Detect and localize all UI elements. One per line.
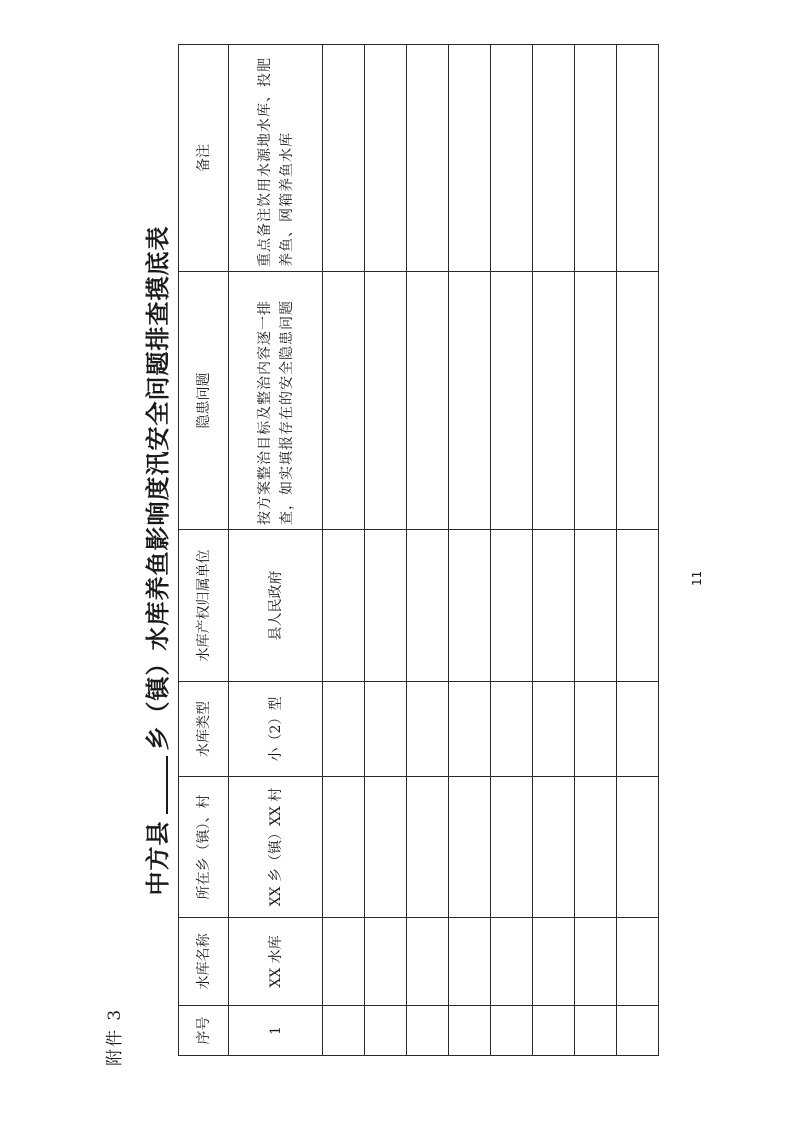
empty-table-cell bbox=[575, 1006, 617, 1056]
empty-table-cell bbox=[323, 45, 365, 272]
empty-table-cell bbox=[449, 530, 491, 682]
empty-table-cell bbox=[407, 272, 449, 530]
table-cell: 重点备注饮用水源地水库、投肥养鱼、网箱养鱼水库 bbox=[229, 45, 323, 272]
empty-table-cell bbox=[533, 777, 575, 918]
empty-table-cell bbox=[449, 777, 491, 918]
empty-table-cell bbox=[575, 272, 617, 530]
empty-table-cell bbox=[365, 1006, 407, 1056]
empty-table-cell bbox=[617, 777, 659, 918]
empty-table-cell bbox=[449, 272, 491, 530]
empty-table-row bbox=[533, 45, 575, 1056]
page-number: 11 bbox=[690, 570, 704, 586]
table-cell: XX 乡（镇）XX 村 bbox=[229, 777, 323, 918]
empty-table-cell bbox=[617, 530, 659, 682]
header-cell-reservoir-type: 水库类型 bbox=[179, 682, 229, 777]
empty-table-cell bbox=[449, 918, 491, 1006]
empty-table-cell bbox=[575, 682, 617, 777]
empty-table-cell bbox=[617, 1006, 659, 1056]
title-prefix: 中方县 bbox=[144, 820, 172, 896]
empty-table-cell bbox=[323, 272, 365, 530]
empty-table-cell bbox=[407, 918, 449, 1006]
empty-table-cell bbox=[617, 45, 659, 272]
header-cell-ownership: 水库产权归属单位 bbox=[179, 530, 229, 682]
empty-table-cell bbox=[407, 530, 449, 682]
header-cell-index: 序号 bbox=[179, 1006, 229, 1056]
title-suffix: 乡（镇）水库养鱼影响度汛安全问题排查摸底表 bbox=[144, 225, 172, 751]
empty-table-cell bbox=[575, 918, 617, 1006]
header-cell-location: 所在乡（镇）、村 bbox=[179, 777, 229, 918]
empty-table-cell bbox=[491, 45, 533, 272]
title-blank-line bbox=[146, 757, 168, 815]
empty-table-cell bbox=[491, 682, 533, 777]
header-cell-reservoir-name: 水库名称 bbox=[179, 918, 229, 1006]
empty-table-cell bbox=[407, 1006, 449, 1056]
empty-table-cell bbox=[449, 682, 491, 777]
empty-table-cell bbox=[449, 1006, 491, 1056]
empty-table-cell bbox=[323, 777, 365, 918]
empty-rows bbox=[323, 45, 659, 1056]
empty-table-cell bbox=[365, 918, 407, 1006]
empty-table-cell bbox=[575, 45, 617, 272]
table-cell: 按方案整治目标及整治内容逐一排查，如实填报存在的安全隐患问题 bbox=[229, 272, 323, 530]
empty-table-cell bbox=[323, 1006, 365, 1056]
empty-table-cell bbox=[617, 682, 659, 777]
empty-table-row bbox=[617, 45, 659, 1056]
empty-table-cell bbox=[365, 777, 407, 918]
table-row bbox=[229, 45, 323, 1056]
page-title bbox=[138, 0, 173, 1121]
empty-table-cell bbox=[407, 45, 449, 272]
empty-table-cell bbox=[407, 682, 449, 777]
table-header-row bbox=[179, 45, 229, 1056]
empty-table-cell bbox=[491, 1006, 533, 1056]
empty-table-cell bbox=[323, 530, 365, 682]
empty-table-cell bbox=[323, 918, 365, 1006]
table-cell: 1 bbox=[229, 1006, 323, 1056]
empty-table-cell bbox=[533, 45, 575, 272]
empty-table-cell bbox=[491, 530, 533, 682]
survey-table bbox=[178, 44, 659, 1056]
empty-table-cell bbox=[575, 530, 617, 682]
empty-table-row bbox=[491, 45, 533, 1056]
empty-table-cell bbox=[491, 918, 533, 1006]
table-cell: 县人民政府 bbox=[229, 530, 323, 682]
empty-table-cell bbox=[449, 45, 491, 272]
empty-table-cell bbox=[533, 272, 575, 530]
table-cell: 小（2）型 bbox=[229, 682, 323, 777]
attachment-label: 附件 3 bbox=[105, 1007, 125, 1066]
empty-table-cell bbox=[533, 530, 575, 682]
empty-table-cell bbox=[533, 918, 575, 1006]
empty-table-cell bbox=[533, 682, 575, 777]
empty-table-cell bbox=[407, 777, 449, 918]
header-cell-hazard: 隐患问题 bbox=[179, 272, 229, 530]
empty-table-cell bbox=[491, 777, 533, 918]
header-cell-remarks: 备注 bbox=[179, 45, 229, 272]
empty-table-cell bbox=[365, 682, 407, 777]
empty-table-cell bbox=[365, 45, 407, 272]
empty-table-cell bbox=[575, 777, 617, 918]
empty-table-cell bbox=[617, 272, 659, 530]
empty-table-row bbox=[365, 45, 407, 1056]
empty-table-row bbox=[449, 45, 491, 1056]
empty-table-cell bbox=[533, 1006, 575, 1056]
table-cell: XX 水库 bbox=[229, 918, 323, 1006]
empty-table-cell bbox=[617, 918, 659, 1006]
empty-table-cell bbox=[323, 682, 365, 777]
empty-table-cell bbox=[365, 530, 407, 682]
empty-table-row bbox=[407, 45, 449, 1056]
empty-table-row bbox=[575, 45, 617, 1056]
empty-table-row bbox=[323, 45, 365, 1056]
empty-table-cell bbox=[491, 272, 533, 530]
empty-table-cell bbox=[365, 272, 407, 530]
